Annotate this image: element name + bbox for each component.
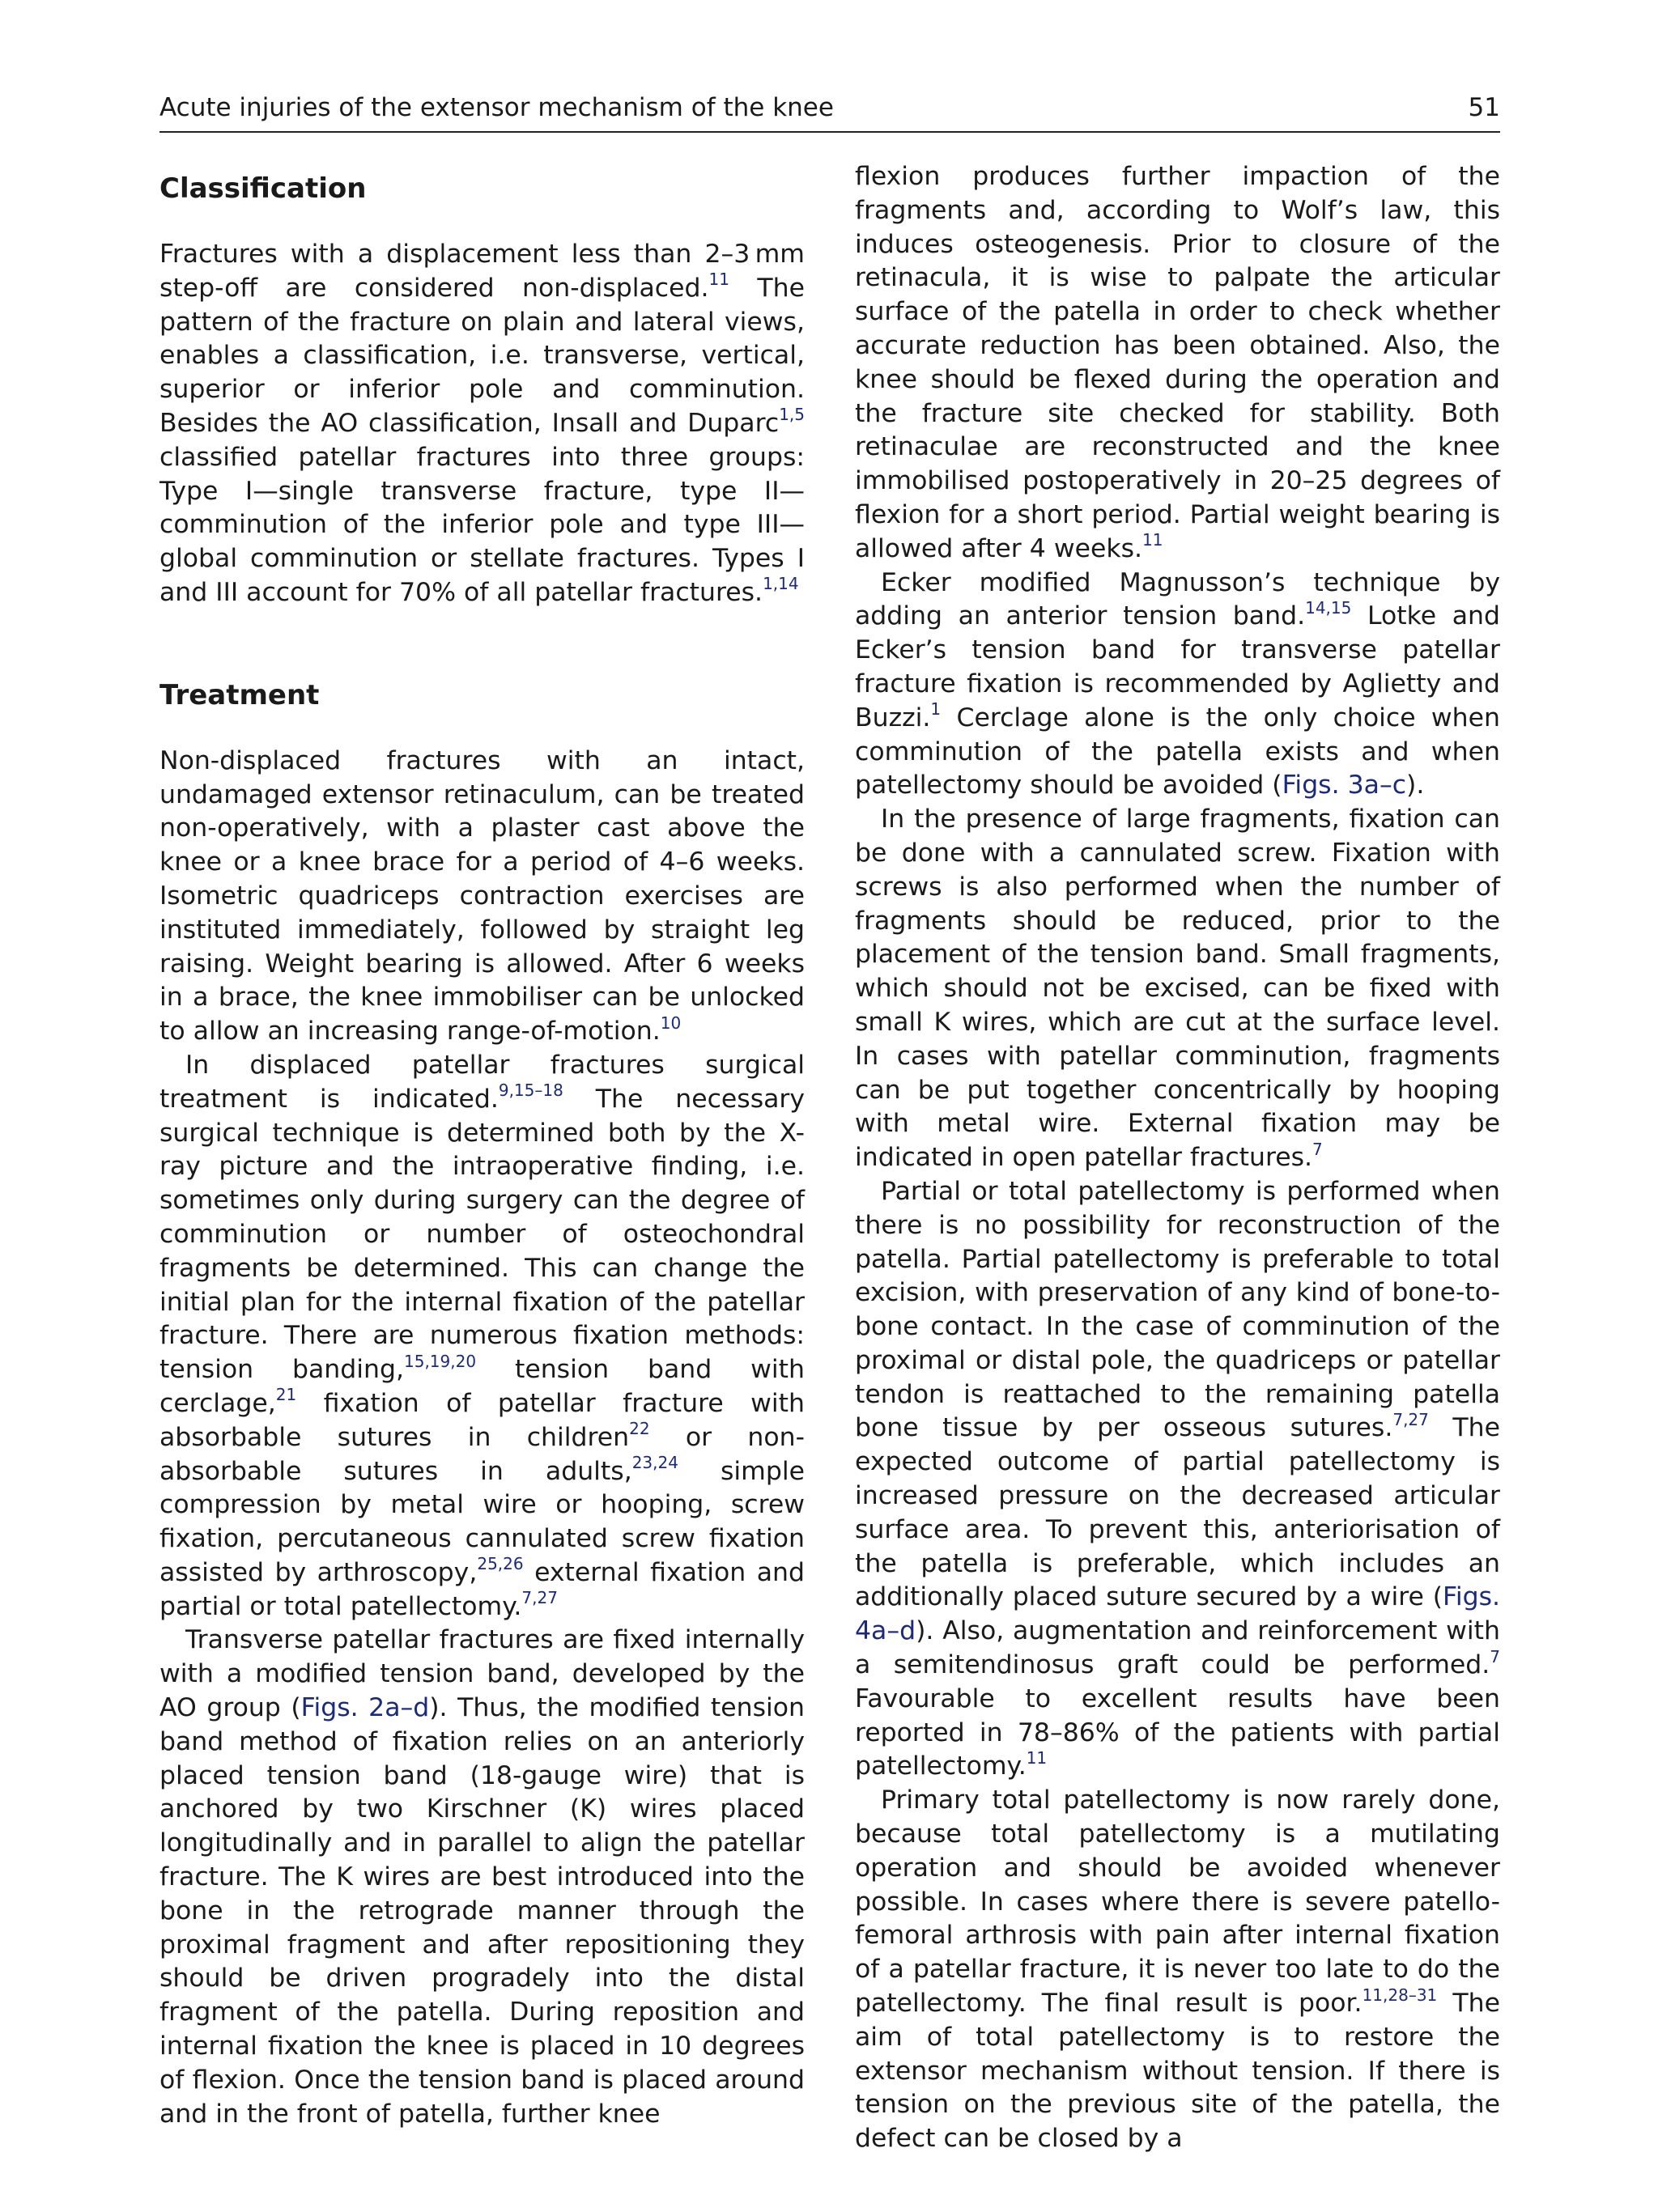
treatment-paragraph-2 (159, 1049, 805, 1624)
text-run: Fractures with a displacement less than 2–3 mm step-off are considered non-displaced. (159, 240, 805, 303)
citation-ref[interactable]: 15,19,20 (404, 1351, 477, 1371)
citation-ref[interactable]: 7,27 (1392, 1409, 1429, 1429)
text-run: Transverse patellar fractures are fixed internally with a modified tension band, developed by the AO group ( (159, 1625, 805, 1723)
citation-ref[interactable]: 11,28–31 (1362, 1985, 1438, 2005)
treatment-heading: Treatment (159, 678, 320, 711)
patellectomy-paragraph (855, 1175, 1500, 1784)
citation-ref[interactable]: 7 (1312, 1139, 1323, 1159)
citation-ref[interactable]: 1,5 (779, 405, 805, 425)
figure-link[interactable]: Figs. 3a–c (1282, 771, 1407, 800)
citation-ref[interactable]: 21 (275, 1385, 297, 1405)
citation-ref[interactable]: 25,26 (477, 1554, 524, 1574)
total-patellectomy-paragraph (855, 1784, 1500, 2156)
figure-link[interactable]: Figs. 4a–d (855, 1582, 1500, 1646)
citation-ref[interactable]: 7 (1490, 1646, 1500, 1666)
citation-ref[interactable]: 1,14 (763, 574, 799, 594)
text-run: The expected outcome of partial patellectomy is increased pressure on the decreased articular surface area. To prevent this, anteriorisation of the patella is preferable, which includes an additionally placed suture secured by a wire ( (855, 1413, 1500, 1612)
text-run: The necessary surgical technique is determined both by the X-ray picture and the intraoperative finding, i.e. sometimes only during surgery can the degree of comminution or number of osteochondral fragments be determined. This can change the initial plan for the internal fixation of the patellar fracture. There are numerous fixation methods: tension banding, (159, 1084, 805, 1385)
text-run: simple compression by metal wire or hooping, screw fixation, percutaneous cannulated screw fixation assisted by arthroscopy, (159, 1456, 805, 1587)
citation-ref[interactable]: 22 (629, 1419, 650, 1439)
text-run: In displaced patellar fractures surgical treatment is indicated. (159, 1050, 805, 1114)
left-column (159, 160, 805, 2131)
citation-ref[interactable]: 9,15–18 (498, 1081, 563, 1101)
citation-ref[interactable]: 7,27 (521, 1588, 558, 1608)
citation-ref[interactable]: 1 (930, 699, 942, 720)
treatment-paragraph-3 (159, 1624, 805, 2131)
text-run: ). (1406, 771, 1425, 800)
fragments-paragraph (855, 803, 1500, 1175)
citation-ref[interactable]: 11 (708, 270, 729, 290)
running-header (159, 91, 1500, 133)
text-run: or non-absorbable sutures in adults, (159, 1422, 805, 1486)
text-run: Primary total patellectomy is now rarely done, because total patellectomy is a mutilating operation and should be avoided whenever possible. In cases where there is severe patello-femoral arthrosis with pain after internal fixation of a patellar fracture, it is never too late to do the patellectomy. The final result is poor. (855, 1785, 1500, 2019)
continued-paragraph (855, 160, 1500, 567)
text-run: external fixation and partial or total patellectomy. (159, 1557, 806, 1621)
text-run: tension band with cerclage, (159, 1355, 805, 1418)
text-run: ). Also, augmentation and reinforcement with a semitendinosus graft could be performed. (855, 1616, 1500, 1680)
treatment-paragraph-1 (159, 745, 805, 1049)
text-run: classified patellar fractures into three groups: Type I—single transverse fracture, type II—comminution of the inferior pole and type III—global comminution or stellate fractures. Types I and III account for 70% of all patellar fractures. (159, 442, 805, 607)
text-run: Ecker modified Magnusson’s technique by adding an anterior tension band. (855, 567, 1500, 631)
text-run: The pattern of the fracture on plain and lateral views, enables a classification, i.e. transverse, vertical, superior or inferior pole and comminution. Besides the AO classification, Insall and Duparc (159, 273, 805, 438)
page-number: 51 (1468, 93, 1500, 122)
text-run: Favourable to excellent results have been reported in 78–86% of the patients with partial patellectomy. (855, 1683, 1500, 1781)
citation-ref[interactable]: 14,15 (1305, 597, 1352, 618)
citation-ref[interactable]: 11 (1026, 1747, 1048, 1768)
figure-link[interactable]: Figs. 2a–d (300, 1693, 430, 1723)
text-run: The aim of total patellectomy is to restore the extensor mechanism without tension. If there is tension on the previous site of the patella, the defect can be closed by a (855, 1989, 1500, 2154)
text-run: ). Thus, the modified tension band method of fixation relies on an anteriorly placed tension band (18-gauge wire) that is anchored by two Kirschner (K) wires placed longitudinally and in parallel to align the patellar fracture. The K wires are best introduced into the bone in the retrograde manner through the proximal fragment and after repositioning they should be driven progradely into the distal fragment of the patella. During reposition and internal fixation the knee is placed in 10 degrees of flexion. Once the tension band is placed around and in the front of patella, further knee (159, 1693, 805, 2129)
text-run: fixation of patellar fracture with absorbable sutures in children (159, 1388, 805, 1452)
citation-ref[interactable]: 11 (1142, 530, 1163, 550)
classification-paragraph (159, 238, 805, 610)
running-title: Acute injuries of the extensor mechanism of the knee (159, 93, 834, 122)
text-run: In the presence of large fragments, fixation can be done with a cannulated screw. Fixation with screws is also performed when the number of fragments should be reduced, prior to the placement of the tension band. Small fragments, which should not be excised, can be fixed with small K wires, which are cut at the surface level. In cases with patellar comminution, fragments can be put together concentrically by hooping with metal wire. External fixation may be indicated in open patellar fractures. (855, 805, 1500, 1173)
classification-heading: Classification (159, 172, 367, 205)
text-run: Cerclage alone is the only choice when comminution of the patella exists and when patellectomy should be avoided ( (855, 703, 1500, 800)
text-run: Non-displaced fractures with an intact, undamaged extensor retinaculum, can be treated non-operatively, with a plaster cast above the knee or a knee brace for a period of 4–6 weeks. Isometric quadriceps contraction exercises are instituted immediately, followed by straight leg raising. Weight bearing is allowed. After 6 weeks in a brace, the knee immobiliser can be unlocked to allow an increasing range-of-motion. (159, 745, 805, 1047)
ecker-paragraph (855, 567, 1500, 804)
text-run: flexion produces further impaction of the fragments and, according to Wolf’s law, this induces osteogenesis. Prior to closure of the retinacula, it is wise to palpate the articular surface of the patella in order to check whether accurate reduction has been obtained. Also, the knee should be flexed during the operation and the fracture site checked for stability. Both retinaculae are reconstructed and the knee immobilised postoperatively in 20–25 degrees of flexion for a short period. Partial weight bearing is allowed after 4 weeks. (855, 162, 1500, 563)
citation-ref[interactable]: 23,24 (631, 1453, 678, 1472)
citation-ref[interactable]: 10 (660, 1013, 682, 1033)
text-run: Lotke and Ecker’s tension band for transverse patellar fracture fixation is recommended by Aglietty and Buzzi. (855, 601, 1500, 732)
text-run: Partial or total patellectomy is performed when there is no possibility for reconstruction of the patella. Partial patellectomy is preferable to total excision, with preservation of any kind of bone-to-bone contact. In the case of comminution of the proximal or distal pole, the quadriceps or patellar tendon is reattached to the remaining patella bone tissue by per osseous sutures. (855, 1176, 1500, 1443)
right-column (855, 160, 1500, 2156)
